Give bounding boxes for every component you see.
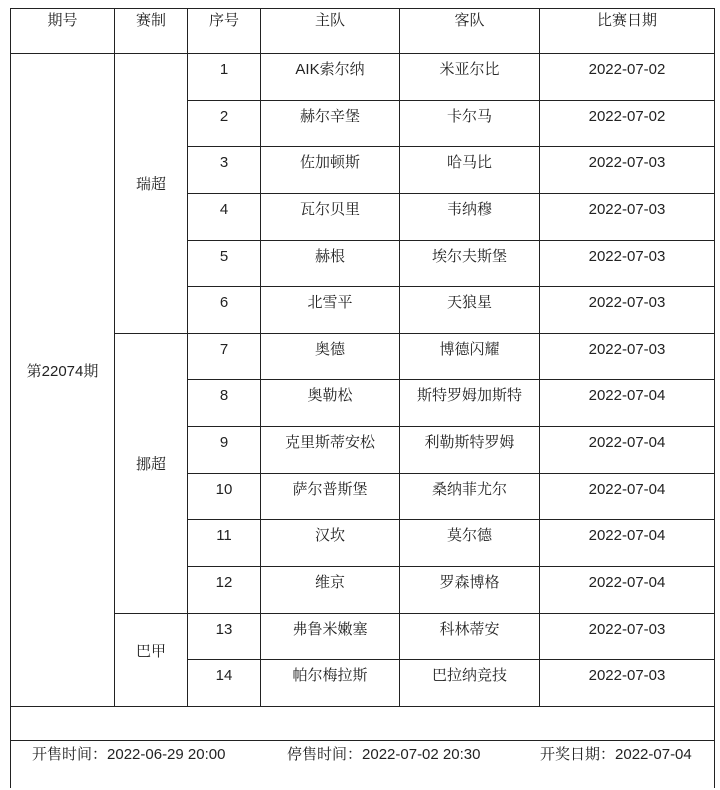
home-team: AIK索尔纳 (261, 54, 400, 101)
period-cell: 第22074期 (11, 54, 115, 707)
number-header: 序号 (188, 9, 261, 54)
match-number: 12 (188, 566, 261, 613)
away-team: 科林蒂安 (400, 613, 540, 660)
home-team: 奥德 (261, 333, 400, 380)
match-date: 2022-07-04 (540, 427, 715, 474)
blank-row (11, 706, 715, 740)
match-number: 7 (188, 333, 261, 380)
away-team: 博德闪耀 (400, 333, 540, 380)
home-team-header: 主队 (261, 9, 400, 54)
match-schedule-table (10, 8, 715, 788)
draw-date-label: 开奖日期： (540, 745, 616, 763)
sale-end-label: 停售时间： (287, 745, 363, 763)
blank-cell (11, 706, 715, 740)
home-team: 赫根 (261, 240, 400, 287)
away-team: 米亚尔比 (400, 54, 540, 101)
home-team: 佐加顿斯 (261, 147, 400, 194)
match-date: 2022-07-04 (540, 520, 715, 567)
sale-end-value: 2022-07-02 20:30 (362, 745, 481, 763)
match-number: 4 (188, 193, 261, 240)
match-number: 1 (188, 54, 261, 101)
match-date: 2022-07-04 (540, 380, 715, 427)
home-team: 维京 (261, 566, 400, 613)
header-row (11, 9, 715, 54)
match-date: 2022-07-03 (540, 240, 715, 287)
footer-info (11, 741, 714, 788)
away-team: 哈马比 (400, 147, 540, 194)
league-cell: 瑞超 (115, 54, 188, 334)
match-date: 2022-07-03 (540, 613, 715, 660)
footer-row (11, 740, 715, 788)
away-team: 韦纳穆 (400, 193, 540, 240)
match-date: 2022-07-02 (540, 54, 715, 101)
sale-start-label: 开售时间： (32, 745, 108, 763)
draw-date (540, 746, 692, 764)
away-team: 埃尔夫斯堡 (400, 240, 540, 287)
match-date: 2022-07-03 (540, 147, 715, 194)
footer-cell (11, 740, 715, 788)
away-team: 利勒斯特罗姆 (400, 427, 540, 474)
period-header: 期号 (11, 9, 115, 54)
match-date: 2022-07-03 (540, 660, 715, 707)
home-team: 弗鲁米嫩塞 (261, 613, 400, 660)
home-team: 瓦尔贝里 (261, 193, 400, 240)
match-number: 9 (188, 427, 261, 474)
match-date: 2022-07-03 (540, 333, 715, 380)
away-team: 巴拉纳竞技 (400, 660, 540, 707)
match-date: 2022-07-02 (540, 100, 715, 147)
home-team: 赫尔辛堡 (261, 100, 400, 147)
away-team: 莫尔德 (400, 520, 540, 567)
away-team-header: 客队 (400, 9, 540, 54)
sale-start-value: 2022-06-29 20:00 (107, 745, 226, 763)
match-date: 2022-07-04 (540, 473, 715, 520)
draw-date-value: 2022-07-04 (615, 745, 692, 763)
league-cell: 巴甲 (115, 613, 188, 706)
match-date: 2022-07-03 (540, 287, 715, 334)
match-date: 2022-07-04 (540, 566, 715, 613)
home-team: 奥勒松 (261, 380, 400, 427)
match-number: 13 (188, 613, 261, 660)
sale-end-time (287, 746, 480, 764)
match-number: 5 (188, 240, 261, 287)
home-team: 北雪平 (261, 287, 400, 334)
home-team: 克里斯蒂安松 (261, 427, 400, 474)
table-row (11, 54, 715, 101)
table-row (11, 333, 715, 380)
home-team: 帕尔梅拉斯 (261, 660, 400, 707)
match-number: 3 (188, 147, 261, 194)
away-team: 斯特罗姆加斯特 (400, 380, 540, 427)
away-team: 天狼星 (400, 287, 540, 334)
sale-start-time (32, 746, 225, 764)
league-cell: 挪超 (115, 333, 188, 613)
away-team: 桑纳菲尤尔 (400, 473, 540, 520)
match-number: 6 (188, 287, 261, 334)
away-team: 罗森博格 (400, 566, 540, 613)
match-number: 10 (188, 473, 261, 520)
home-team: 汉坎 (261, 520, 400, 567)
league-header: 赛制 (115, 9, 188, 54)
match-date-header: 比赛日期 (540, 9, 715, 54)
table-row (11, 613, 715, 660)
match-number: 2 (188, 100, 261, 147)
match-number: 14 (188, 660, 261, 707)
match-number: 11 (188, 520, 261, 567)
match-date: 2022-07-03 (540, 193, 715, 240)
home-team: 萨尔普斯堡 (261, 473, 400, 520)
away-team: 卡尔马 (400, 100, 540, 147)
match-number: 8 (188, 380, 261, 427)
